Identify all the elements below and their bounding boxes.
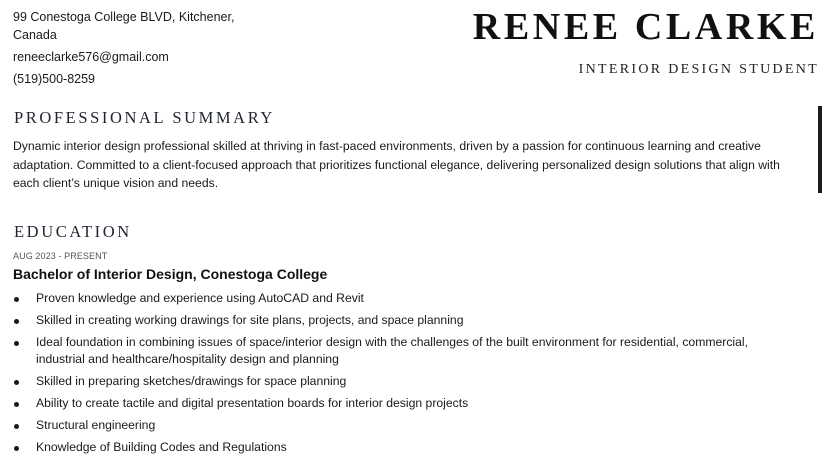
list-item <box>13 373 793 391</box>
bullet-text: Skilled in creating working drawings for site plans, projects, and space planning <box>36 312 464 327</box>
list-item <box>13 334 793 370</box>
bullet-icon <box>14 297 19 302</box>
email-text: reneeclarke576@gmail.com <box>13 50 169 64</box>
education-dates: AUG 2023 - PRESENT <box>13 251 108 261</box>
bullet-text: Proven knowledge and experience using AutoCAD and Revit <box>36 291 364 305</box>
summary-text: Dynamic interior design professional skilled at thriving in fast-paced environments, driven by a passion for continuous learning and creative adaptation. Committed to a client-focused approach that prioritizes functional elegance, delivering personalized design solutions that align with each client’s unique vision and needs. <box>13 139 780 190</box>
accent-bar <box>818 106 822 193</box>
address-line-1: 99 Conestoga College BLVD, Kitchener, <box>13 10 235 24</box>
list-item <box>13 395 793 413</box>
bullet-icon <box>14 380 19 385</box>
list-item <box>13 417 793 435</box>
list-item <box>13 439 793 457</box>
bullet-icon <box>14 402 19 407</box>
bullet-icon <box>14 319 19 324</box>
bullet-text: Structural engineering <box>36 417 156 432</box>
education-bullet-list <box>13 290 793 457</box>
bullet-text: Ability to create tactile and digital presentation boards for interior design projects <box>36 395 469 410</box>
bullet-icon <box>14 424 19 429</box>
address-line-2: Canada <box>13 28 57 42</box>
bullet-text: Knowledge of Building Codes and Regulations <box>36 439 287 454</box>
education-heading: EDUCATION <box>14 222 132 241</box>
bullet-text: Ideal foundation in combining issues of space/interior design with the challenges of the built environment for residential, commercial, industrial and healthcare/hospitality design and planning <box>36 334 749 367</box>
education-degree: Bachelor of Interior Design, Conestoga College <box>13 266 328 282</box>
contact-block <box>13 8 263 88</box>
list-item <box>13 312 793 330</box>
candidate-title: INTERIOR DESIGN STUDENT <box>578 62 819 77</box>
list-item <box>13 290 793 308</box>
summary-heading: PROFESSIONAL SUMMARY <box>14 108 275 127</box>
bullet-icon <box>14 446 19 451</box>
bullet-text: Skilled in preparing sketches/drawings for space planning <box>36 374 347 389</box>
phone-text: (519)500-8259 <box>13 72 96 86</box>
bullet-icon <box>14 341 19 346</box>
candidate-name: RENEE CLARKE <box>472 6 819 48</box>
